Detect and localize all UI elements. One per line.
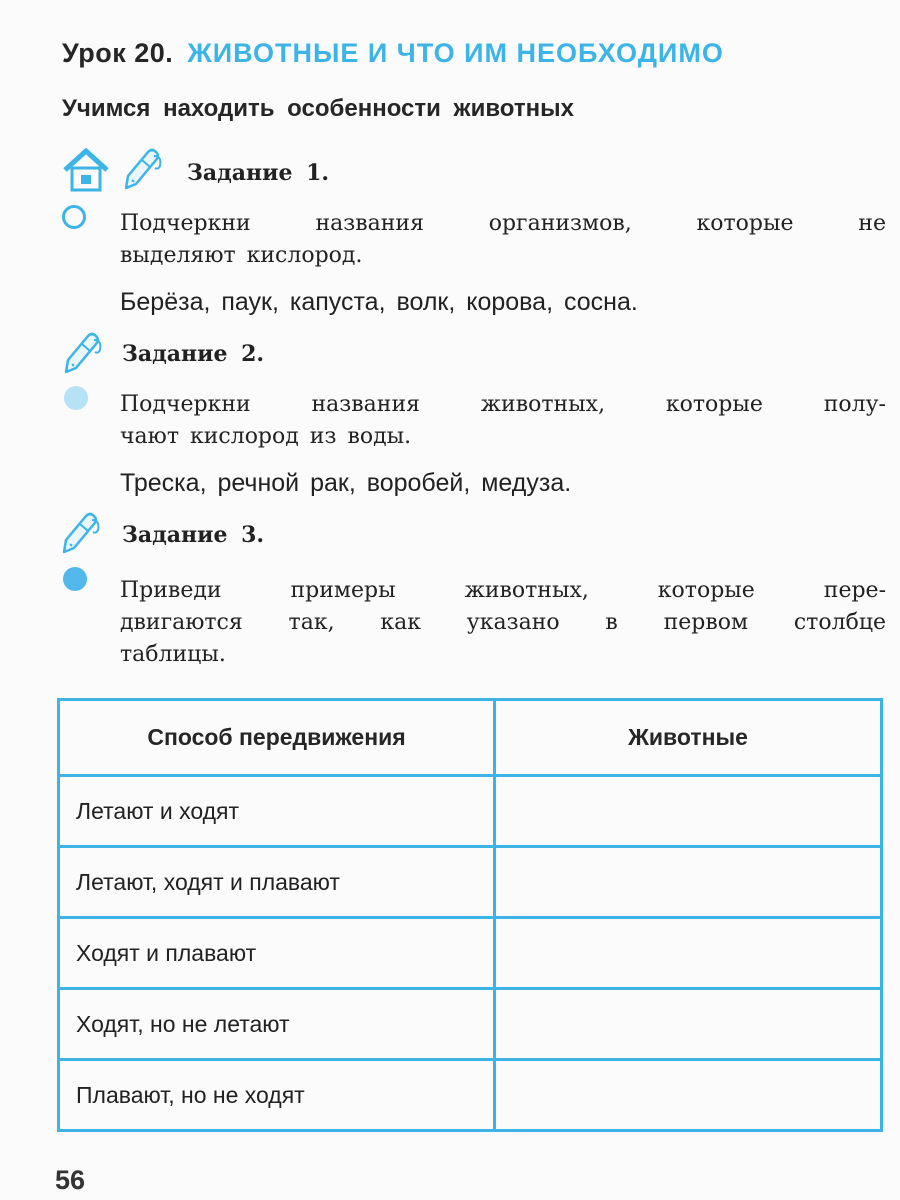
- task-3-title: Задание 3.: [122, 522, 265, 548]
- table-row: [59, 1060, 882, 1131]
- column-header-method: Способ передвижения: [59, 700, 495, 776]
- animals-answer-cell[interactable]: [495, 776, 882, 847]
- task-3-instruction-line3: таблицы.: [120, 642, 226, 667]
- method-cell: Плавают, но не ходят: [59, 1060, 495, 1131]
- task-3-instruction: [120, 575, 886, 671]
- pencil-icon: [58, 510, 102, 561]
- method-cell: Летают и ходят: [59, 776, 495, 847]
- task-2-items: Треска, речной рак, воробей, медуза.: [120, 469, 572, 497]
- page-number: 56: [55, 1165, 86, 1195]
- table-header-row: [59, 700, 882, 776]
- lesson-subtitle: Учимся находить особенности животных: [62, 95, 574, 122]
- animals-answer-cell[interactable]: [495, 989, 882, 1060]
- animals-answer-cell[interactable]: [495, 918, 882, 989]
- task-2-instruction-line2: чают кислород из воды.: [120, 424, 412, 449]
- task-1-items: Берёза, паук, капуста, волк, корова, сосна.: [120, 288, 638, 316]
- method-cell: Ходят, но не летают: [59, 989, 495, 1060]
- task-1-title: Задание 1.: [187, 160, 330, 186]
- lesson-topic: ЖИВОТНЫЕ И ЧТО ИМ НЕОБХОДИМО: [187, 38, 724, 68]
- table-row: [59, 989, 882, 1060]
- lesson-title: [62, 38, 724, 69]
- home-icon: [62, 148, 110, 197]
- difficulty-filled-circle-icon: [63, 567, 87, 591]
- task-3-instruction-line1: Приведи примеры животных, которые пере-: [120, 578, 886, 603]
- table-row: [59, 776, 882, 847]
- column-header-animals: Животные: [495, 700, 882, 776]
- animals-answer-cell[interactable]: [495, 1060, 882, 1131]
- task-3-instruction-line2: двигаются так, как указано в первом столбце: [120, 610, 886, 635]
- task-1-instruction-line1: Подчеркни названия организмов, которые не: [120, 211, 886, 236]
- pencil-icon: [60, 330, 104, 381]
- task-2-title: Задание 2.: [122, 341, 265, 367]
- pencil-icon: [120, 146, 164, 197]
- task-1-instruction: [120, 208, 886, 272]
- method-cell: Летают, ходят и плавают: [59, 847, 495, 918]
- task-1-instruction-line2: выделяют кислород.: [120, 243, 363, 268]
- difficulty-empty-circle-icon: [62, 205, 86, 229]
- method-cell: Ходят и плавают: [59, 918, 495, 989]
- table-row: [59, 847, 882, 918]
- task-2-instruction: [120, 389, 886, 453]
- difficulty-light-circle-icon: [64, 386, 88, 410]
- table-row: [59, 918, 882, 989]
- animals-answer-cell[interactable]: [495, 847, 882, 918]
- task-2-instruction-line1: Подчеркни названия животных, которые полу-: [120, 392, 886, 417]
- lesson-label: Урок 20.: [62, 38, 174, 68]
- movement-table: [57, 698, 883, 1132]
